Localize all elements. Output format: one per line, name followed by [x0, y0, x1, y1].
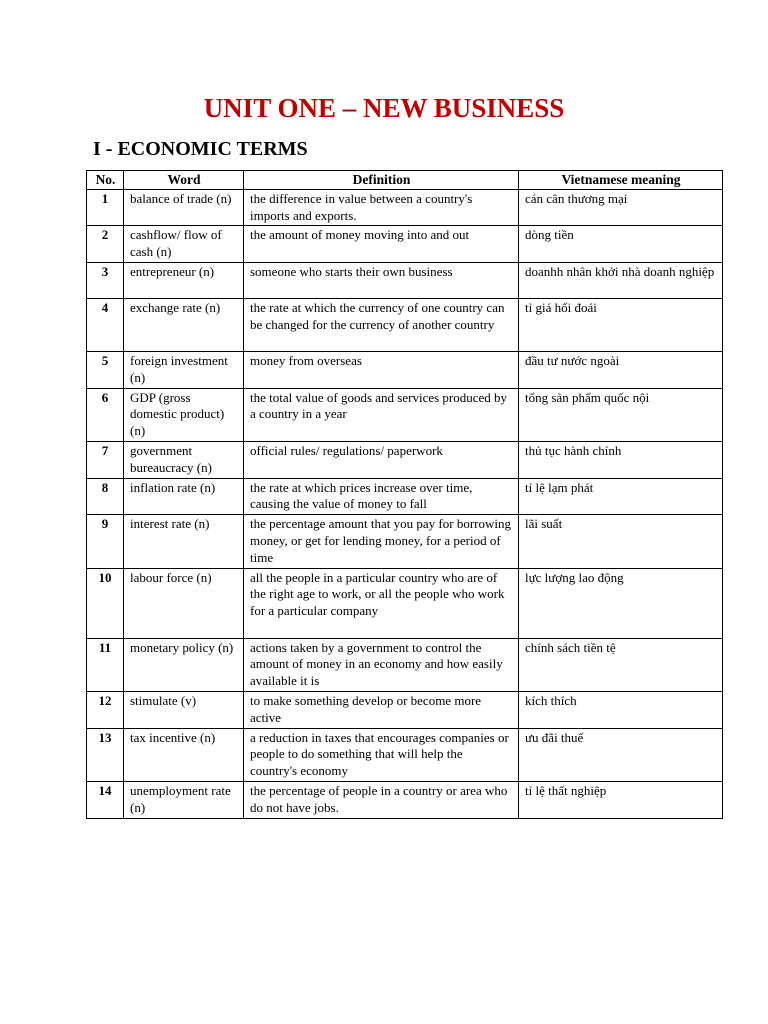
term-vietnamese: tỉ lệ lạm phát	[519, 478, 723, 515]
term-definition: to make something develop or become more active	[244, 691, 519, 728]
table-row	[87, 298, 723, 351]
term-word: tax incentive (n)	[124, 728, 244, 781]
term-vietnamese: cán cân thương mại	[519, 189, 723, 226]
term-vietnamese: dòng tiền	[519, 226, 723, 263]
row-number: 14	[87, 781, 124, 818]
term-definition: someone who starts their own business	[244, 262, 519, 298]
term-word: stimulate (v)	[124, 691, 244, 728]
row-number: 6	[87, 388, 124, 441]
term-definition: a reduction in taxes that encourages companies or people to do something that will help the country's economy	[244, 728, 519, 781]
table-row	[87, 781, 723, 818]
term-word: government bureaucracy (n)	[124, 441, 244, 478]
header-vietnamese: Vietnamese meaning	[519, 171, 723, 190]
row-number: 13	[87, 728, 124, 781]
term-word: GDP (gross domestic product) (n)	[124, 388, 244, 441]
term-vietnamese: thủ tục hành chính	[519, 441, 723, 478]
term-definition: the total value of goods and services produced by a country in a year	[244, 388, 519, 441]
term-vietnamese: đầu tư nước ngoài	[519, 351, 723, 388]
table-row	[87, 189, 723, 226]
term-word: cashflow/ flow of cash (n)	[124, 226, 244, 263]
term-definition: actions taken by a government to control the amount of money in an economy and how easily available it is	[244, 638, 519, 691]
term-definition: the difference in value between a country's imports and exports.	[244, 189, 519, 226]
term-word: labour force (n)	[124, 568, 244, 638]
term-definition: the percentage amount that you pay for borrowing money, or get for lending money, for a period of time	[244, 515, 519, 568]
table-row	[87, 262, 723, 298]
row-number: 4	[87, 298, 124, 351]
term-vietnamese: lãi suất	[519, 515, 723, 568]
row-number: 3	[87, 262, 124, 298]
term-vietnamese: lực lượng lao động	[519, 568, 723, 638]
table-row	[87, 638, 723, 691]
table-row	[87, 441, 723, 478]
term-vietnamese: tổng sản phẩm quốc nội	[519, 388, 723, 441]
term-definition: the rate at which prices increase over time, causing the value of money to fall	[244, 478, 519, 515]
row-number: 10	[87, 568, 124, 638]
term-vietnamese: chính sách tiền tệ	[519, 638, 723, 691]
term-word: entrepreneur (n)	[124, 262, 244, 298]
table-header-row	[87, 171, 723, 190]
page-title: UNIT ONE – NEW BUSINESS	[203, 93, 565, 123]
table-row	[87, 226, 723, 263]
term-word: foreign investment (n)	[124, 351, 244, 388]
section-heading: I - ECONOMIC TERMS	[93, 138, 308, 160]
economic-terms-table	[86, 170, 723, 819]
term-definition: all the people in a particular country who are of the right age to work, or all the people who work for a particular company	[244, 568, 519, 638]
term-vietnamese: kích thích	[519, 691, 723, 728]
row-number: 8	[87, 478, 124, 515]
table-row	[87, 388, 723, 441]
header-word: Word	[124, 171, 244, 190]
row-number: 7	[87, 441, 124, 478]
row-number: 1	[87, 189, 124, 226]
term-word: unemployment rate (n)	[124, 781, 244, 818]
row-number: 11	[87, 638, 124, 691]
table-row	[87, 478, 723, 515]
term-word: balance of trade (n)	[124, 189, 244, 226]
term-word: monetary policy (n)	[124, 638, 244, 691]
term-word: exchange rate (n)	[124, 298, 244, 351]
row-number: 9	[87, 515, 124, 568]
term-definition: official rules/ regulations/ paperwork	[244, 441, 519, 478]
header-definition: Definition	[244, 171, 519, 190]
term-definition: the rate at which the currency of one country can be changed for the currency of another country	[244, 298, 519, 351]
term-vietnamese: tỉ lệ thất nghiệp	[519, 781, 723, 818]
table-row	[87, 568, 723, 638]
term-definition: the amount of money moving into and out	[244, 226, 519, 263]
header-no: No.	[87, 171, 124, 190]
term-vietnamese: doanhh nhân khởi nhà doanh nghiệp	[519, 262, 723, 298]
row-number: 12	[87, 691, 124, 728]
row-number: 5	[87, 351, 124, 388]
term-definition: money from overseas	[244, 351, 519, 388]
table-row	[87, 728, 723, 781]
table-row	[87, 515, 723, 568]
term-word: interest rate (n)	[124, 515, 244, 568]
term-definition: the percentage of people in a country or area who do not have jobs.	[244, 781, 519, 818]
term-vietnamese: ưu đãi thuế	[519, 728, 723, 781]
term-vietnamese: tỉ giá hối đoái	[519, 298, 723, 351]
table-row	[87, 691, 723, 728]
table-row	[87, 351, 723, 388]
term-word: inflation rate (n)	[124, 478, 244, 515]
row-number: 2	[87, 226, 124, 263]
